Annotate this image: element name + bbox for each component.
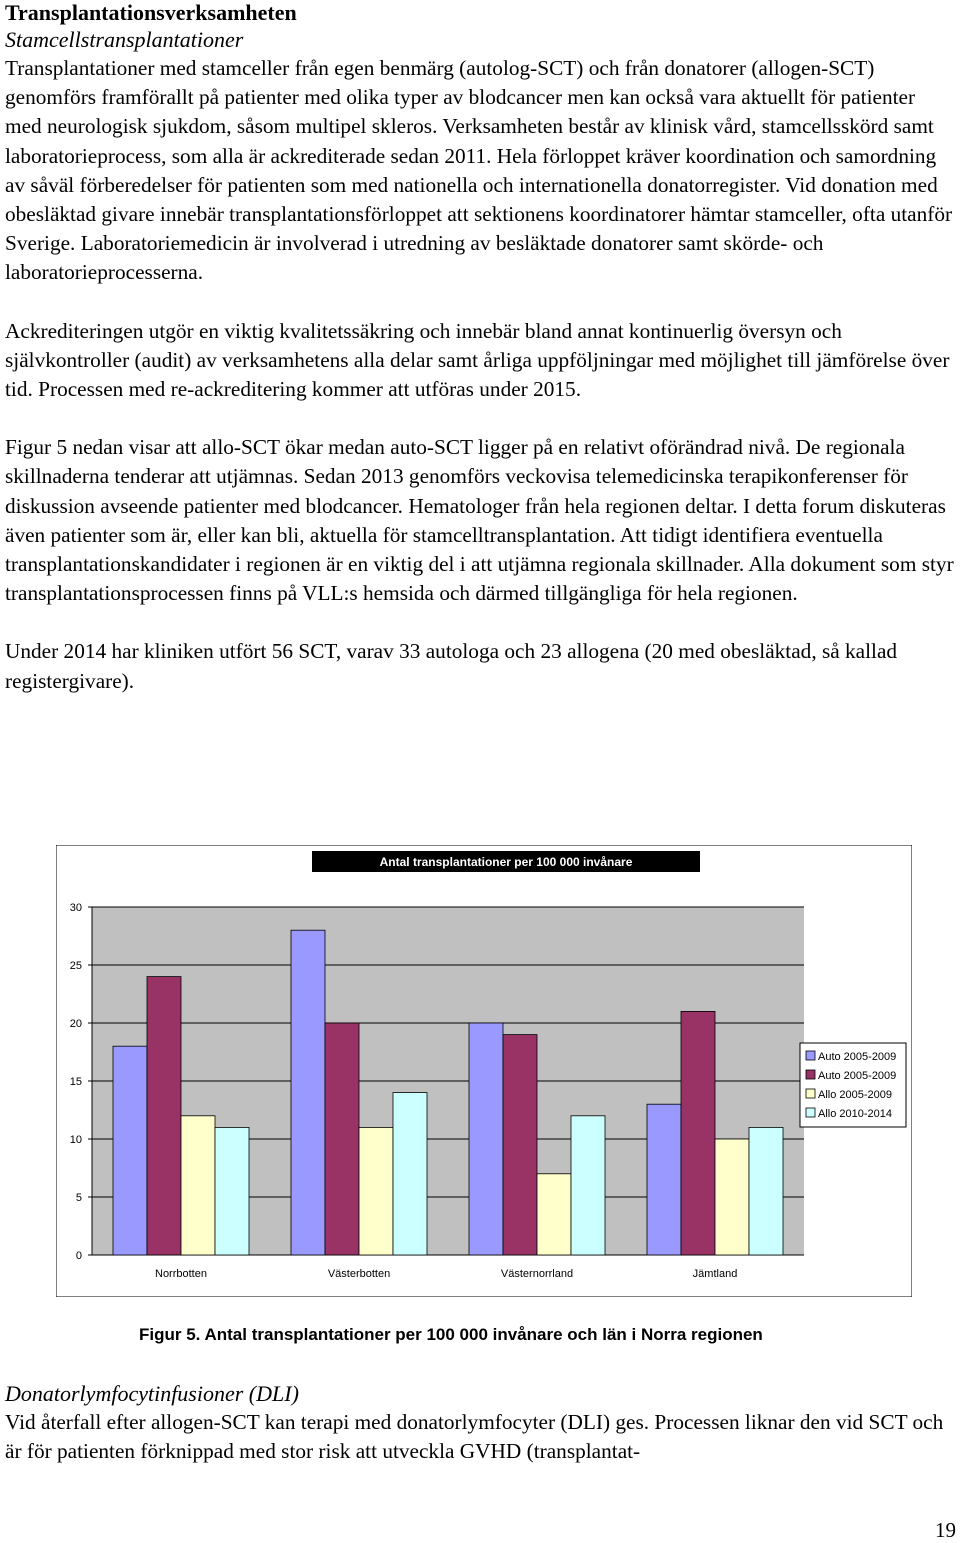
bar	[113, 1046, 147, 1255]
paragraph-2: Ackrediteringen utgör en viktig kvalitetssäkring och innebär bland annat kontinuerlig översyn och självkontroller (audit) av verksamhetens alla delar samt årliga uppföljningar med möjlighet till jämförelse över tid. Processen med re-ackreditering kommer att utföras under 2015.	[5, 318, 950, 402]
bar	[503, 1035, 537, 1255]
paragraph-3: Figur 5 nedan visar att allo-SCT ökar medan auto-SCT ligger på en relativt oförändrad nivå. De regionala skillnaderna tenderar att utjämnas. Sedan 2013 genomförs veckovisa telemedicinska terapikonferenser för diskussion avseende patienter med blodcancer. Hematologer från hela regionen deltar. I detta forum diskuteras även patienter som är, eller kan bli, aktuella för stamcelltransplantation. Att tidigt identifiera eventuella transplantationskandidater i regionen är en viktig del i att utjämna regionala skillnader. Alla dokument som styr transplantationsprocessen finns på VLL:s hemsida och därmed tillgängliga för hela regionen.	[5, 435, 954, 606]
bar	[647, 1104, 681, 1255]
plot-area	[70, 902, 804, 1280]
legend-swatch	[806, 1089, 815, 1098]
dli-paragraph: Vid återfall efter allogen-SCT kan terapi med donatorlymfocyter (DLI) ges. Processen liknar den vid SCT och är för patienten förknippad med stor risk att utveckla GVHD (transplantat-	[5, 1410, 944, 1464]
paragraph-1: Transplantationer med stamceller från egen benmärg (autolog-SCT) och från donatorer (allogen-SCT) genomförs framförallt på patienter med olika typer av blodcancer men kan också vara aktuellt för patienter med neurologisk sjukdom, såsom multipel skleros. Verksamheten består av klinisk vård, stamcellsskörd samt laboratorieprocess, som alla är ackrediterade sedan 2011. Hela förloppet kräver koordination och samordning av såväl förberedelser för patienten som med nationella och internationella donatorregister. Vid donation med obesläktad givare innebär transplantationsförloppet att sektionens koordinatorer hämtar stamceller, ofta utanför Sverige. Laboratoriemedicin är involverad i utredning av besläktade donatorer samt skörde- och laboratorieprocesserna.	[5, 56, 953, 285]
bar	[715, 1139, 749, 1255]
bar	[469, 1023, 503, 1255]
legend-label: Auto 2005-2009	[818, 1070, 897, 1082]
x-tick-label: Jämtland	[692, 1268, 738, 1280]
bar	[393, 1093, 427, 1255]
y-tick-label: 10	[69, 1134, 82, 1146]
subsection-heading: Stamcellstransplantationer	[5, 27, 244, 52]
y-tick-label: 0	[75, 1250, 82, 1262]
bar	[215, 1127, 249, 1255]
legend-label: Allo 2010-2014	[818, 1108, 893, 1120]
figure-caption: Figur 5. Antal transplantationer per 100 000 invånare och län i Norra regionen	[139, 1325, 763, 1344]
y-tick-label: 20	[69, 1018, 82, 1030]
y-tick-label: 25	[69, 960, 82, 972]
bar	[749, 1127, 783, 1255]
dli-heading: Donatorlymfocytinfusioner (DLI)	[5, 1381, 299, 1406]
y-tick-label: 30	[69, 902, 82, 914]
legend-swatch	[806, 1070, 815, 1079]
section-heading: Transplantationsverksamheten	[5, 0, 297, 25]
chart-title: Antal transplantationer per 100 000 invånare	[379, 855, 633, 869]
bar	[325, 1023, 359, 1255]
bar	[359, 1127, 393, 1255]
dli-section	[5, 1380, 957, 1466]
x-tick-label: Västernorrland	[500, 1268, 574, 1280]
bar	[681, 1011, 715, 1255]
legend-label: Auto 2005-2009	[818, 1051, 897, 1063]
chart-legend	[800, 1043, 906, 1127]
bar	[571, 1116, 605, 1255]
legend-swatch	[806, 1051, 815, 1060]
page-number: 19	[935, 1518, 956, 1542]
y-tick-label: 5	[75, 1192, 82, 1204]
paragraph-4: Under 2014 har kliniken utfört 56 SCT, varav 33 autologa och 23 allogena (20 med obesläktad, så kallad registergivare).	[5, 639, 898, 693]
x-tick-label: Västerbotten	[327, 1268, 391, 1280]
x-tick-label: Norrbotten	[155, 1268, 207, 1280]
document-page	[5, 0, 957, 696]
bar	[291, 930, 325, 1255]
y-tick-label: 15	[69, 1076, 82, 1088]
bar	[181, 1116, 215, 1255]
bar	[147, 977, 181, 1255]
legend-label: Allo 2005-2009	[818, 1089, 893, 1101]
chart-svg	[56, 845, 912, 1297]
bar	[537, 1174, 571, 1255]
legend-swatch	[806, 1108, 815, 1117]
bar-chart	[56, 845, 912, 1297]
